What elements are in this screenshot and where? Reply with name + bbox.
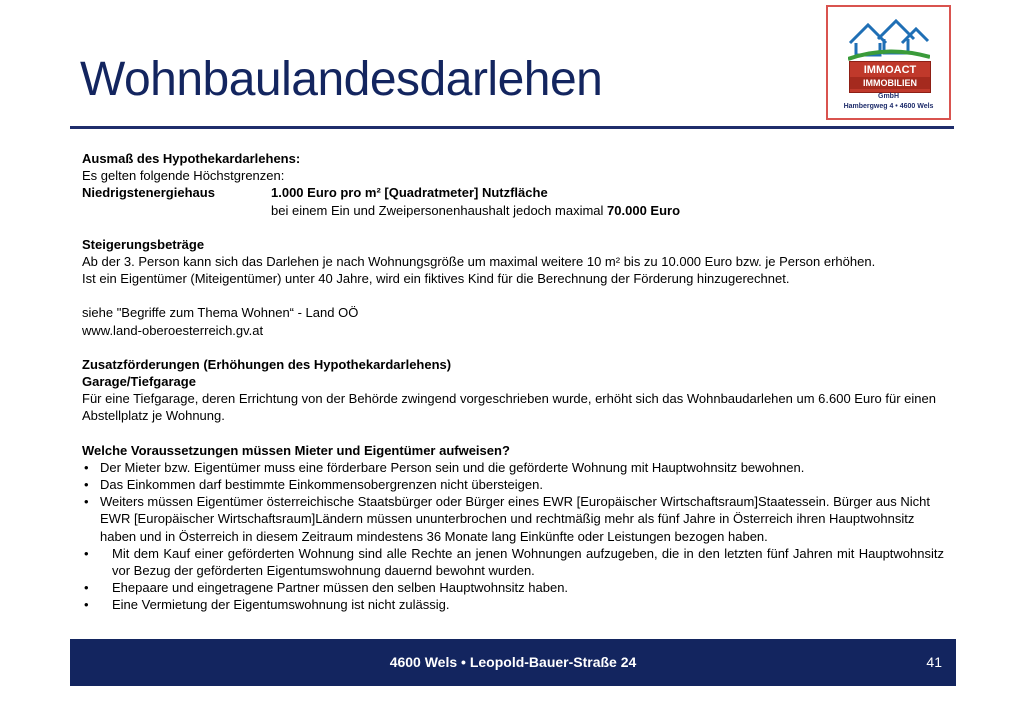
main-content [82,150,944,614]
niedrig-value: 1.000 Euro pro m² [Quadratmeter] Nutzfläche [271,185,548,201]
siehe-line: siehe "Begriffe zum Thema Wohnen“ - Land OÖ [82,305,359,321]
page-number: 41 [926,654,942,670]
list-item: • Eine Vermietung der Eigentumswohnung ist nicht zulässig. [82,596,944,613]
company-logo [826,5,951,120]
logo-gmbh: GmbH [878,93,899,100]
steig-line1: Ab der 3. Person kann sich das Darlehen je nach Wohnungsgröße um maximal weitere 10 m² bis zu 10.000 Euro bzw. je Person erhöhen. [82,254,876,270]
voraus-heading: Welche Voraussetzungen müssen Mieter und Eigentümer aufweisen? [82,442,510,458]
list-item: • Der Mieter bzw. Eigentümer muss eine förderbare Person sein und die geförderte Wohnung mit Hauptwohnsitz bewohnen. [82,459,944,476]
list-item: • Ehepaare und eingetragene Partner müssen den selben Hauptwohnsitz haben. [82,579,944,596]
niedrig-note [82,202,944,219]
hypo-intro: Es gelten folgende Höchstgrenzen: [82,168,285,184]
niedrig-note-prefix: bei einem Ein und Zweipersonenhaushalt jedoch maximal [271,202,608,218]
logo-line2: IMMOBILIEN [850,77,930,89]
footer-bar [70,639,956,686]
logo-badge [849,61,931,93]
houses-icon [848,15,930,61]
footer-address: 4600 Wels • Leopold-Bauer-Straße 24 [389,654,637,670]
requirements-list [82,459,944,614]
zusatz-heading: Zusatzförderungen (Erhöhungen des Hypothekardarlehens) [82,356,452,372]
title-divider [70,126,954,129]
steig-line2: Ist ein Eigentümer (Miteigentümer) unter 40 Jahre, wird ein fiktives Kind für die Berechnung der Förderung hinzugerechnet. [82,271,790,287]
garage-heading: Garage/Tiefgarage [82,374,196,390]
logo-line1: IMMOACT [863,64,917,76]
niedrig-row [82,184,944,201]
logo-address: Hambergweg 4 • 4600 Wels [843,103,934,110]
page-title: Wohnbaulandesdarlehen [80,53,603,106]
hypo-heading: Ausmaß des Hypothekardarlehens: [82,151,301,166]
niedrig-label: Niedrigstenergiehaus [82,185,215,201]
list-item: • Mit dem Kauf einer geförderten Wohnung sind alle Rechte an jenen Wohnungen aufzugeben, die in den letzten fünf Jahren mit Hauptwohnsitz vor Bezug der geförderten Eigentumswohnung dauernd bewohnt wurden. [82,545,944,579]
niedrig-note-amount: 70.000 Euro [607,202,681,218]
list-item: • Weiters müssen Eigentümer österreichische Staatsbürger oder Bürger eines EWR [Europäischer Wirtschaftsraum]Staatessein. Bürger aus Nicht EWR [Europäischer Wirtschaftsraum]Ländern müssen ununterbrochen und rechtmäßig mehr als fünf Jahre in Österreich ihren Hauptwohnsitz haben und in Österreich in diesem Zeitraum mindestens 36 Monate lang Einkünfte oder Leistungen bezogen haben. [82,493,944,545]
steig-heading: Steigerungsbeträge [82,236,205,252]
garage-text: Für eine Tiefgarage, deren Errichtung von der Behörde zwingend vorgeschrieben wurde, erhöht sich das Wohnbaudarlehen um 6.600 Euro für einen Abstellplatz je Wohnung. [82,391,936,424]
list-item: • Das Einkommen darf bestimmte Einkommensobergrenzen nicht übersteigen. [82,476,944,493]
website-link[interactable]: www.land-oberoesterreich.gv.at [82,322,264,338]
